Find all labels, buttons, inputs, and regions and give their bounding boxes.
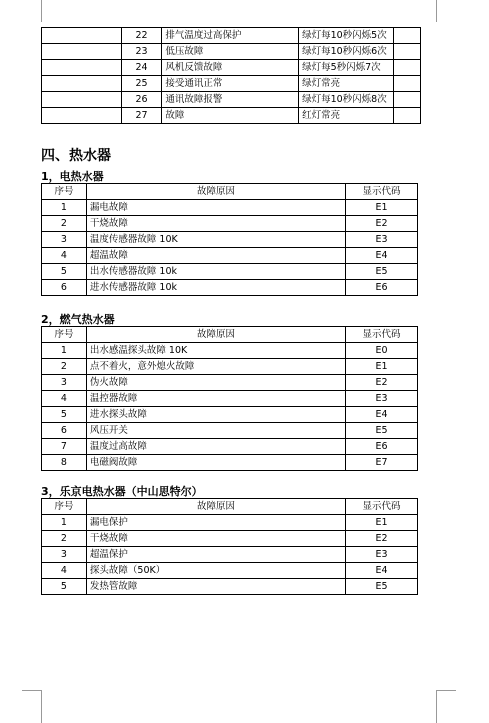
table-row [42,359,418,375]
row-number: 2 [42,359,87,375]
fault-cause: 干烧故障 [86,216,345,232]
blank-cell [394,108,421,124]
table-row [42,407,418,423]
row-number: 7 [42,439,87,455]
table-row [42,60,421,76]
display-code: E1 [346,359,418,375]
fault-cause: 超温故障 [86,248,345,264]
fault-cause: 故障 [162,108,299,124]
table-row [42,76,421,92]
table-gas-heater [41,326,418,471]
table-row [42,200,418,216]
blank-cell [394,28,421,44]
col-header-cause: 故障原因 [86,184,345,200]
table-electric-heater [41,183,418,296]
fault-cause: 干烧故障 [86,531,345,547]
table-row [42,439,418,455]
blank-cell [394,44,421,60]
col-header-code: 显示代码 [346,327,418,343]
section-title: 四、热水器 [41,148,111,164]
table-row [42,280,418,296]
display-status: 红灯常亮 [299,108,394,124]
fault-cause: 出水感温探头故障 10K [86,343,345,359]
table-row [42,547,418,563]
table-row [42,423,418,439]
blank-cell [42,92,122,108]
table-row [42,28,421,44]
table-2-title: 2，燃气热水器 [41,313,115,326]
row-number: 2 [42,531,87,547]
blank-cell [394,76,421,92]
blank-cell [42,60,122,76]
table-row [42,375,418,391]
display-code: E7 [346,455,418,471]
display-status: 绿灯每10秒闪烁6次 [299,44,394,60]
row-number: 27 [121,108,162,124]
table-3-title: 3，乐京电热水器（中山思特尔） [41,485,203,498]
display-code: E2 [346,216,418,232]
row-number: 4 [42,391,87,407]
table-row [42,531,418,547]
fault-cause: 进水探头故障 [86,407,345,423]
table-row [42,108,421,124]
display-status: 绿灯每5秒闪烁7次 [299,60,394,76]
fault-cause: 出水传感器故障 10k [86,264,345,280]
col-header-code: 显示代码 [346,184,418,200]
col-header-cause: 故障原因 [86,327,345,343]
row-number: 3 [42,547,87,563]
display-code: E1 [346,515,418,531]
col-header-no: 序号 [42,184,87,200]
crop-mark-top-right-v [436,0,437,22]
display-code: E5 [346,264,418,280]
table-row [42,92,421,108]
fault-cause: 探头故障（50K） [86,563,345,579]
crop-mark-top-left-v [41,0,42,22]
fault-cause: 伪火故障 [86,375,345,391]
display-code: E2 [346,531,418,547]
table-row [42,232,418,248]
table-row [42,515,418,531]
display-code: E3 [346,391,418,407]
blank-cell [42,44,122,60]
fault-cause: 温度传感器故障 10K [86,232,345,248]
table-row [42,248,418,264]
table-row [42,216,418,232]
table-1-title: 1，电热水器 [41,170,104,183]
blank-cell [42,76,122,92]
display-code: E5 [346,423,418,439]
fault-cause: 漏电故障 [86,200,345,216]
table-row [42,343,418,359]
display-code: E1 [346,200,418,216]
top-fault-table [41,27,421,124]
col-header-cause: 故障原因 [86,499,345,515]
fault-cause: 漏电保护 [86,515,345,531]
display-code: E4 [346,248,418,264]
fault-cause: 点不着火，意外熄火故障 [86,359,345,375]
row-number: 22 [121,28,162,44]
display-code: E6 [346,439,418,455]
blank-cell [394,60,421,76]
display-code: E2 [346,375,418,391]
crop-mark-bottom-right-h [436,690,456,691]
row-number: 4 [42,563,87,579]
table-row [42,264,418,280]
blank-cell [394,92,421,108]
table-row [42,579,418,595]
fault-cause: 通讯故障报警 [162,92,299,108]
table-row [42,44,421,60]
fault-cause: 发热管故障 [86,579,345,595]
row-number: 6 [42,423,87,439]
row-number: 6 [42,280,87,296]
fault-cause: 风机反馈故障 [162,60,299,76]
row-number: 2 [42,216,87,232]
display-code: E5 [346,579,418,595]
row-number: 5 [42,407,87,423]
table-lejing-heater [41,498,418,595]
blank-cell [42,28,122,44]
fault-cause: 风压开关 [86,423,345,439]
row-number: 25 [121,76,162,92]
row-number: 5 [42,264,87,280]
table-row [42,455,418,471]
row-number: 23 [121,44,162,60]
display-code: E6 [346,280,418,296]
table-row [42,563,418,579]
col-header-no: 序号 [42,499,87,515]
fault-cause: 超温保护 [86,547,345,563]
row-number: 26 [121,92,162,108]
col-header-no: 序号 [42,327,87,343]
row-number: 1 [42,343,87,359]
display-code: E3 [346,547,418,563]
fault-cause: 进水传感器故障 10k [86,280,345,296]
row-number: 3 [42,232,87,248]
col-header-code: 显示代码 [346,499,418,515]
row-number: 1 [42,200,87,216]
row-number: 3 [42,375,87,391]
display-code: E3 [346,232,418,248]
crop-mark-bottom-right-v [436,690,437,723]
table-row [42,391,418,407]
crop-mark-bottom-left-v [41,690,42,723]
row-number: 1 [42,515,87,531]
fault-cause: 低压故障 [162,44,299,60]
row-number: 5 [42,579,87,595]
fault-cause: 排气温度过高保护 [162,28,299,44]
fault-cause: 接受通讯正常 [162,76,299,92]
display-status: 绿灯每10秒闪烁8次 [299,92,394,108]
display-code: E4 [346,407,418,423]
row-number: 4 [42,248,87,264]
fault-cause: 温控器故障 [86,391,345,407]
fault-cause: 电磁阀故障 [86,455,345,471]
display-code: E0 [346,343,418,359]
display-status: 绿灯常亮 [299,76,394,92]
crop-mark-bottom-left-h [22,690,42,691]
fault-cause: 温度过高故障 [86,439,345,455]
row-number: 24 [121,60,162,76]
blank-cell [42,108,122,124]
display-code: E4 [346,563,418,579]
row-number: 8 [42,455,87,471]
display-status: 绿灯每10秒闪烁5次 [299,28,394,44]
